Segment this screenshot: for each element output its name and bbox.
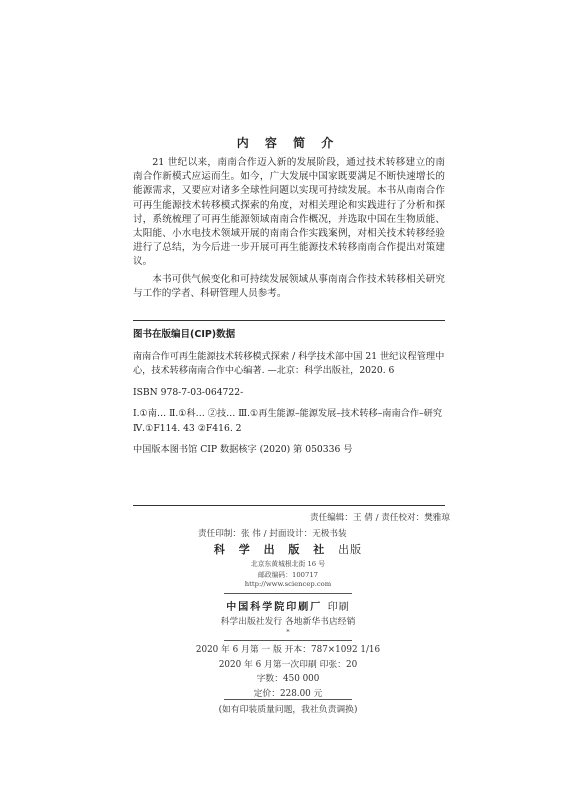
publisher-website: http://www.sciencep.com <box>244 580 332 588</box>
publisher-address: 北京东黄城根北街 16 号 <box>250 560 326 568</box>
publisher-divider <box>224 593 352 594</box>
printing-line: 2020 年 6 月第一次印刷 印张：20 <box>218 660 358 670</box>
price: 定价：228.00 元 <box>253 689 323 699</box>
edition-divider <box>224 640 352 641</box>
summary-body <box>133 156 445 301</box>
cip-classification: Ⅰ.①南… Ⅱ.①科… ②技… Ⅲ.①再生能源–能源发展–技术转移–南南合作–研究 Ⅳ.①F114. 43 ②F416. 2 <box>133 408 443 434</box>
cip-number: 中国版本图书馆 CIP 数据核字 (2020) 第 050336 号 <box>133 444 353 455</box>
publisher-name-suffix: 出版 <box>338 543 363 556</box>
summary-paragraph: 21 世纪以来，南南合作迈入新的发展阶段，通过技术转移建立的南南合作新模式应运而生。如今，广大发展中国家既要满足不断快速增长的能源需求，又要应对诸多全球性问题以实现可持续发展。本书从南南合作可再生能源技术转移模式探索的角度，对相关理论和实践进行了分析和探讨，系统梳理了可再生能源领域南南合作概况，并选取中国在生物质能、太阳能、小水电技术领域开展的南南合作实践案例，对相关技术转移经验进行了总结，为今后进一步开展可再生能源技术转移南南合作提出对策建议。 <box>133 157 445 268</box>
separator-star: * <box>286 628 290 636</box>
price-divider <box>224 699 352 700</box>
distribution-line: 科学出版社发行 各地新华书店经销 <box>220 617 356 627</box>
publisher-name: 科 学 出 版 社 <box>213 543 330 556</box>
word-count: 字数：450 000 <box>256 674 320 684</box>
summary-paragraph: 本书可供气候变化和可持续发展领域从事南南合作技术转移相关研究与工作的学者、科研管理人员参考。 <box>133 273 445 299</box>
publisher-name-line <box>0 541 576 557</box>
cip-isbn: ISBN 978-7-03-064722- <box>133 386 244 398</box>
cip-top-rule <box>133 320 445 321</box>
editors-line: 责任编辑：王 倩 / 责任校对：樊雅琼 <box>310 513 450 523</box>
printer-line <box>0 598 576 613</box>
printer-name: 中国科学院印刷厂 <box>226 602 323 613</box>
cip-bottom-rule <box>133 505 445 506</box>
cip-entry: 南南合作可再生能源技术转移模式探索 / 科学技术部中国 21 世纪议程管理中心，技术转移南南合作中心编著. —北京：科学出版社，2020. 6 <box>133 350 445 376</box>
edition-line: 2020 年 6 月第 一 版 开本：787×1092 1/16 <box>195 645 381 655</box>
cip-block <box>133 328 445 465</box>
summary-title: 内 容 简 介 <box>236 136 340 150</box>
printer-suffix: 印刷 <box>327 602 350 613</box>
publisher-postcode: 邮政编码：100717 <box>258 571 318 579</box>
cip-heading: 图书在版编目(CIP)数据 <box>133 329 236 340</box>
quality-notice: (如有印装质量问题，我社负责调换) <box>218 705 358 715</box>
editors-block <box>190 510 450 542</box>
editors-line: 责任印制：张 伟 / 封面设计：无极书装 <box>198 529 347 539</box>
